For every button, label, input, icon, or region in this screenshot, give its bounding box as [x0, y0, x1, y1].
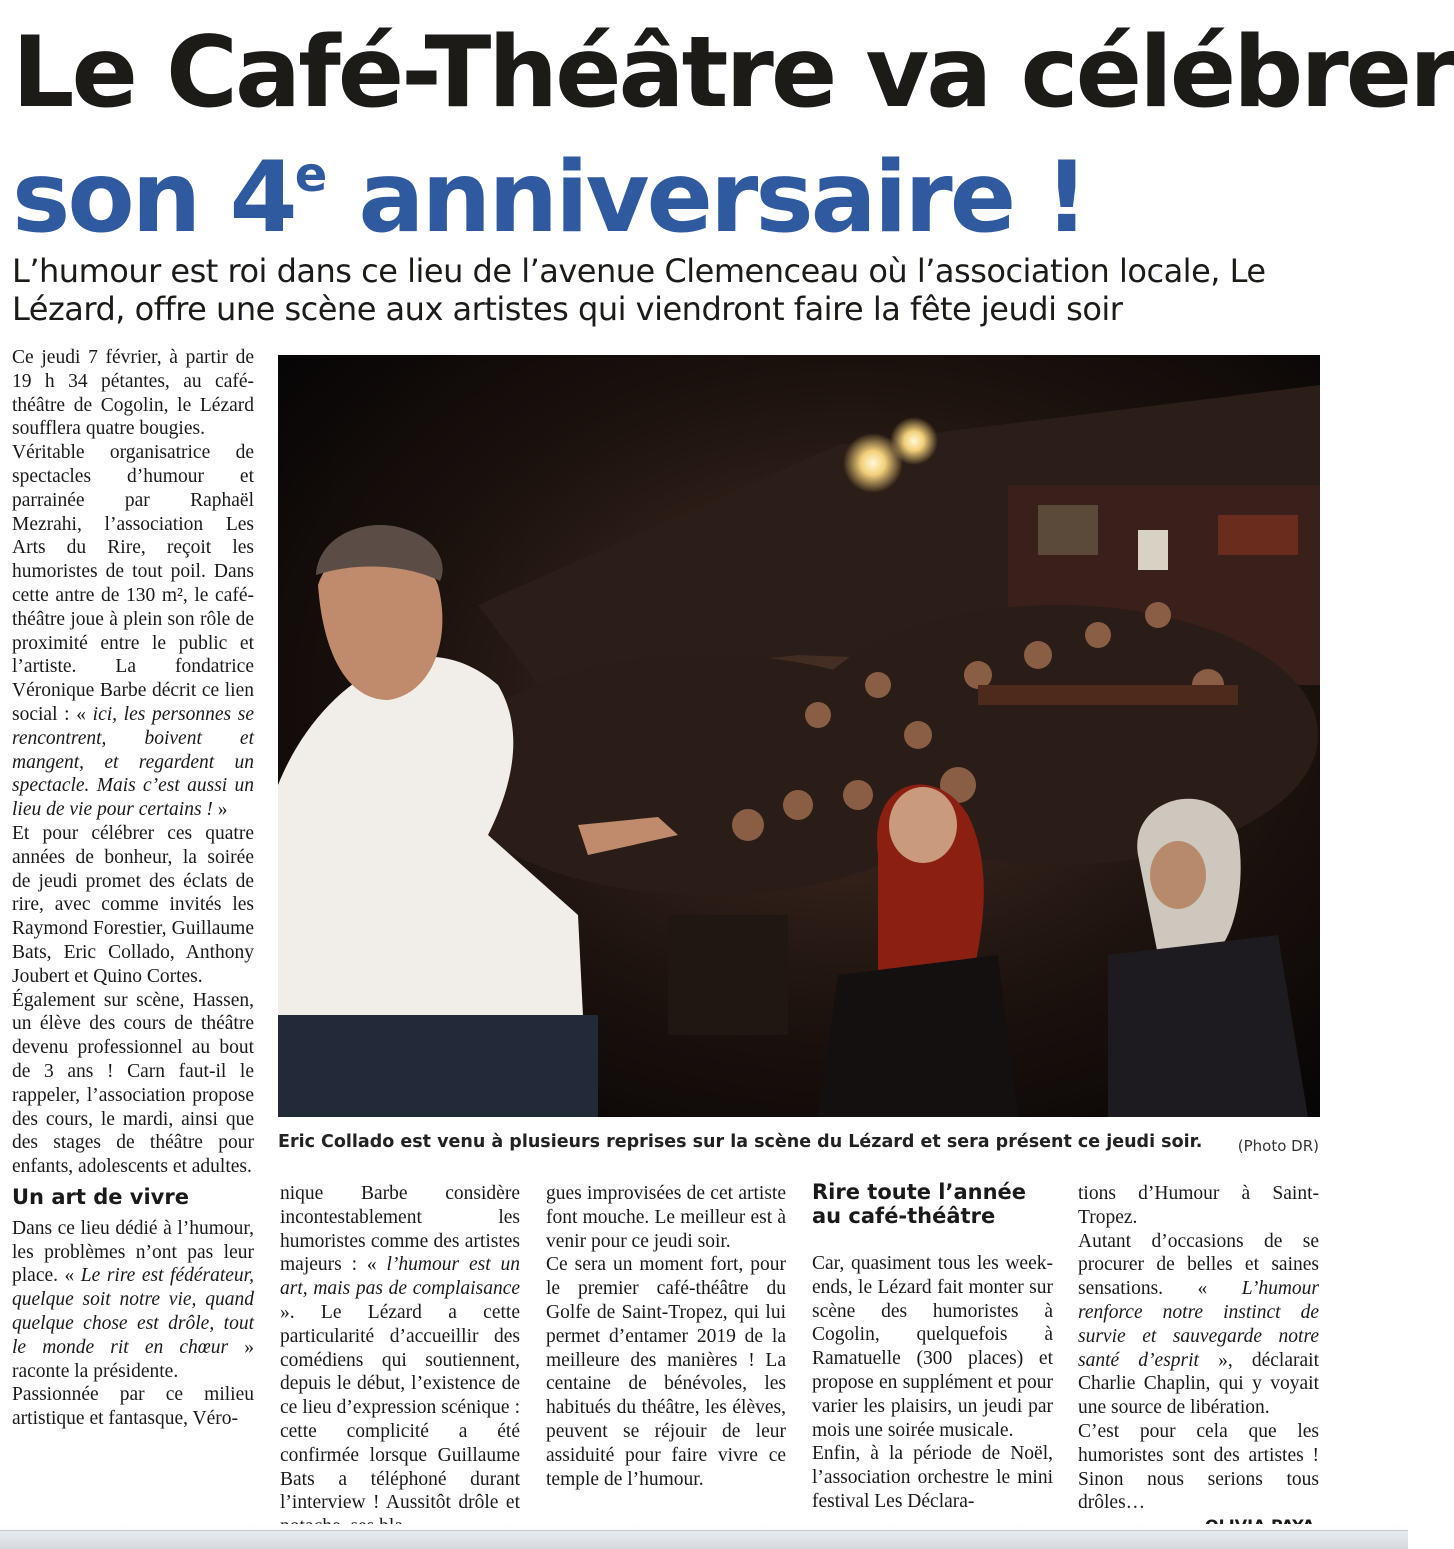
quote: ici, les personnes se rencontrent, boivent et mangent, et regardent un spectacle. Mais c’est aussi un lieu de vie pour certains !: [12, 703, 254, 821]
headline-ordinal: e: [294, 147, 328, 203]
article-column-2: [280, 1182, 520, 1526]
paragraph-text: ». Le Lézard a cette particularité d’accueillir des comédiens qui soutiennent, depuis le début, l’existence de ce lieu d’expression scénique : cette complicité a été confirmée lorsque Guillaume Bats a téléphoné durant l’interview ! Aussitôt drôle et: [280, 1301, 520, 1514]
paragraph-text: », déclarait Charlie Chaplin, qui y voyait une source de libération.: [1078, 1349, 1319, 1419]
headline-line-2-start: son 4: [12, 141, 295, 255]
headline-line-2: [12, 124, 1454, 255]
paragraph: Et pour célébrer ces quatre années de bonheur, la soirée de jeudi promet des éclats de rire, avec comme invités les Raymond Forestier, Guillaume Bats, Eric Collado, Anthony Joubert et Quino Cortes.: [12, 822, 254, 987]
paragraph: [1078, 1230, 1319, 1420]
photo-caption: Eric Collado est venu à plusieurs reprises sur la scène du Lézard et sera présent ce jeudi soir.: [278, 1132, 1203, 1152]
paragraph-text: » raconte la présidente.: [12, 1336, 255, 1382]
paragraph-text: Dans ce lieu dédié à l’humour, les problèmes n’ont pas leur place. «: [12, 1217, 254, 1287]
paragraph: gues improvisées de cet artiste font mouche. Le meilleur est à venir pour ce jeudi soir.: [546, 1183, 786, 1252]
theater-audience-photo: [278, 355, 1320, 1117]
paragraph: Enfin, à la période de Noël, l’association orchestre le mini festival Les Déclara-: [812, 1443, 1053, 1512]
article-column-1: [12, 346, 254, 1431]
headline-line-2-end: anniversaire !: [327, 141, 1087, 255]
paragraph: Passionnée par ce milieu artistique et fantasque, Véro-: [12, 1384, 254, 1430]
paragraph: Car, quasiment tous les week-ends, le Lézard fait monter sur scène des humoristes à Cogolin, quelquefois à Ramatuelle (300 places) et propose en supplément et pour varier les plaisirs, un jeudi par mois une soirée musicale.: [812, 1253, 1053, 1441]
photo-credit: (Photo DR): [1237, 1137, 1319, 1155]
paragraph: [12, 1217, 254, 1384]
quote: Le rire est fédérateur, quelque soit notre vie, quand quelque chose est drôle, tout le monde rit en chœur: [12, 1265, 254, 1358]
paragraph: [12, 441, 254, 822]
quote: l’humour est un art, mais pas de complaisance: [280, 1254, 520, 1300]
lede: L’humour est roi dans ce lieu de l’avenue Clemenceau où l’association locale, Le Lézard, offre une scène aux artistes qui viendront faire la fête jeudi soir: [12, 252, 1266, 328]
article-photo: [278, 355, 1320, 1117]
paragraph: tions d’Humour à Saint-Tropez.: [1078, 1183, 1319, 1228]
paragraph: Également sur scène, Hassen, un élève des cours de théâtre devenu professionnel au bout de 3 ans ! Carn faut-il le rappeler, l’association propose des cours, le mardi, ainsi que des stages de théâtre pour enfants, adolescents et adultes.: [12, 989, 254, 1178]
paragraph-text: nique Barbe considère incontestablement les humoristes comme des artistes majeurs : «: [280, 1183, 520, 1276]
article-column-5: [1078, 1182, 1319, 1526]
paragraph: Ce sera un moment fort, pour le premier café-théâtre du Golfe de Saint-Tropez, qui lui permet d’entamer 2019 de la meilleure des manières ! La centaine de bénévoles, les habitués du théâtre, les élèves, peuvent se réjouir de leur assiduité pour faire vivre ce temple de l’humour.: [546, 1254, 786, 1490]
article-column-3: [546, 1182, 786, 1526]
paragraph: Ce jeudi 7 février, à partir de 19 h 34 pétantes, au café-théâtre de Cogolin, le Lézard soufflera quatre bougies.: [12, 347, 254, 440]
quote: L’humour renforce notre instinct de survie et sauvegarde notre santé d’esprit: [1078, 1278, 1319, 1371]
headline-line-1: Le Café-Théâtre va célébrer: [12, 16, 1454, 130]
headline: [12, 16, 1454, 255]
article-column-4: [812, 1180, 1053, 1526]
os-dock-edge: [0, 1530, 1408, 1549]
paragraph: [280, 1182, 520, 1539]
paragraph-text: Véritable organisatrice de spectacles d’humour et parrainée par Raphaël Mezrahi, l’association Les Arts du Rire, reçoit les humoristes de tout poil. Dans cette antre de 130 m², le café-théâtre joue à plein son rôle de proximité entre le public et l’artiste. La fondatrice Véronique Barbe décrit ce lien social : «: [12, 442, 254, 725]
paragraph: C’est pour cela que les humoristes sont des artistes ! Sinon nous serions tous drôles…: [1078, 1420, 1319, 1514]
paragraph-text: »: [212, 799, 228, 821]
subheading: Rire toute l’année au café-théâtre: [812, 1180, 1027, 1228]
subheading: Un art de vivre: [12, 1184, 189, 1209]
paragraph-text: Autant d’occasions de se procurer de belles et saines sensations. «: [1078, 1230, 1319, 1300]
